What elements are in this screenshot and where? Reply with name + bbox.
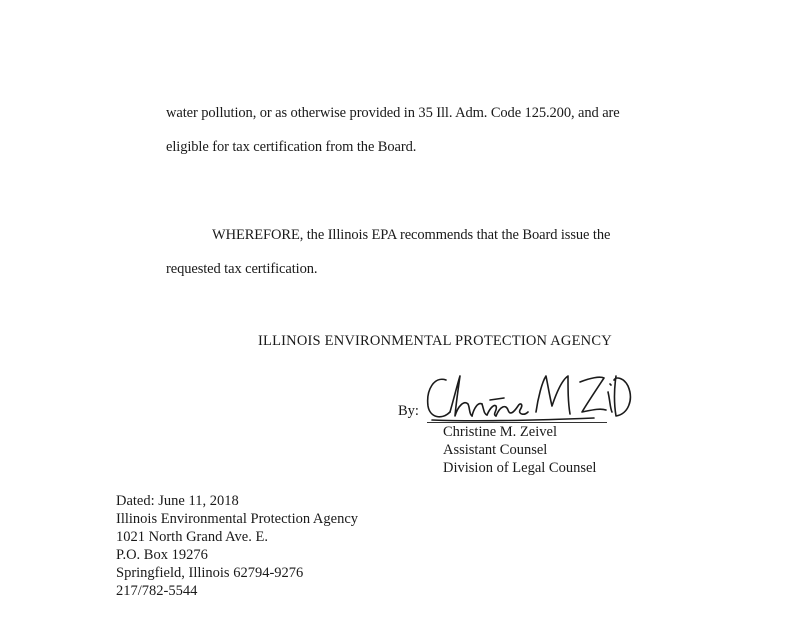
address-phone: 217/782-5544 — [116, 583, 198, 599]
signer-name: Christine M. Zeivel — [443, 424, 557, 440]
paragraph-2-line-1: WHEREFORE, the Illinois EPA recommends that the Board issue the — [212, 227, 611, 243]
signer-title: Assistant Counsel — [443, 442, 548, 458]
address-street: 1021 North Grand Ave. E. — [116, 529, 268, 545]
paragraph-1-line-1: water pollution, or as otherwise provided in 35 Ill. Adm. Code 125.200, and are — [166, 105, 620, 121]
signer-division: Division of Legal Counsel — [443, 460, 597, 476]
signature-line — [427, 422, 607, 423]
paragraph-1-line-2: eligible for tax certification from the Board. — [166, 139, 417, 155]
address-po-box: P.O. Box 19276 — [116, 547, 208, 563]
address-city: Springfield, Illinois 62794-9276 — [116, 565, 304, 581]
address-agency: Illinois Environmental Protection Agency — [116, 511, 359, 527]
agency-heading: ILLINOIS ENVIRONMENTAL PROTECTION AGENCY — [258, 333, 612, 349]
dated-line: Dated: June 11, 2018 — [116, 493, 239, 509]
signature-icon — [424, 368, 634, 426]
paragraph-2-line-2: requested tax certification. — [166, 261, 318, 277]
by-label: By: — [398, 403, 419, 419]
handwritten-signature — [424, 368, 634, 426]
